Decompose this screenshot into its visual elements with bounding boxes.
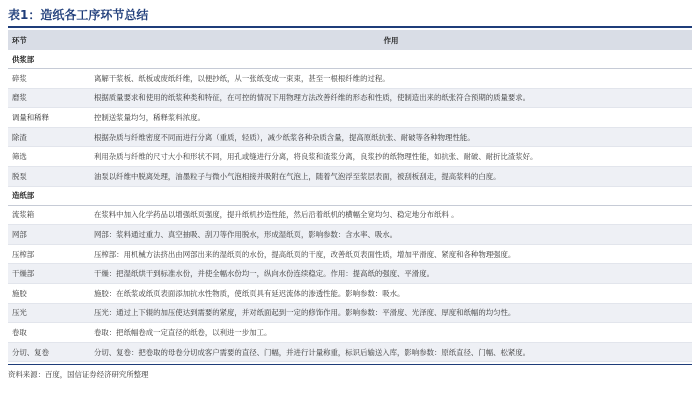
- table-row: [8, 244, 692, 264]
- use-cell: 离解干浆板、纸板或废纸纤维，以便抄纸，从一张纸变成一束束，甚至一根根纤维的过程。: [90, 69, 692, 89]
- table-row: [8, 127, 692, 147]
- section-row: [8, 186, 692, 205]
- stage-cell: 除渣: [8, 127, 90, 147]
- stage-cell: 调量和稀释: [8, 108, 90, 128]
- table-row: [8, 166, 692, 186]
- table-row: [8, 225, 692, 245]
- table-row: [8, 303, 692, 323]
- header-use: 作用: [90, 30, 692, 50]
- section-title: 造纸部: [8, 186, 692, 205]
- stage-cell: 干燥部: [8, 264, 90, 284]
- table-row: [8, 283, 692, 303]
- table-row: [8, 323, 692, 343]
- table-row: [8, 88, 692, 108]
- stage-cell: 脱泵: [8, 166, 90, 186]
- use-cell: 在浆料中加入化学药品以增强纸页强度，提升纸机抄造性能，然后沿着纸机的横幅全宽均匀、稳定地分布纸料 。: [90, 205, 692, 225]
- use-cell: 油泵以纤维中脱离处理，油墨粒子与微小气泡相接并吸附在气泡上，随着气泡浮至浆层表面，被刮板刮走，提高浆料的白度。: [90, 166, 692, 186]
- use-cell: 根据杂质与纤维密度不同而进行分离（重质，轻质），减少纸浆各种杂质含量，提高原纸抗张、耐破等各种物理性能。: [90, 127, 692, 147]
- table-row: [8, 147, 692, 167]
- table-header-row: [8, 30, 692, 50]
- use-cell: 卷取：把纸幅卷成一定直径的纸卷，以利进一步加工。: [90, 323, 692, 343]
- stage-cell: 施胶: [8, 283, 90, 303]
- use-cell: 干燥：把湿纸烘干到标准水份，并使全幅水份均一，纵向水份连续稳定。作用：提高纸的强度、平滑度。: [90, 264, 692, 284]
- section-row: [8, 50, 692, 69]
- use-cell: 施胶：在纸浆或纸页表面添加抗水性物质，使纸页具有延迟流体的渗透性能。影响参数：吸水。: [90, 283, 692, 303]
- table-row: [8, 205, 692, 225]
- stage-cell: 筛选: [8, 147, 90, 167]
- stage-cell: 压榨部: [8, 244, 90, 264]
- use-cell: 分切、复卷：把卷取的母卷分切成客户需要的直径、门幅，并进行计量称重，标识后输送入库，影响参数：原纸直径、门幅、松紧度。: [90, 342, 692, 362]
- stage-cell: 网部: [8, 225, 90, 245]
- header-stage: 环节: [8, 30, 90, 50]
- table-title: 表1：造纸各工序环节总结: [8, 4, 692, 28]
- use-cell: 网部：浆料通过重力、真空抽吸、刮刀等作用脱水，形成湿纸页，影响参数：含水率、吸水。: [90, 225, 692, 245]
- table-row: [8, 342, 692, 362]
- use-cell: 压榨部：用机械方法挤出由网部出来的湿纸页的水份，提高纸页的干度，改善纸页表面性质，增加平滑度、紧度和各种物理强度。: [90, 244, 692, 264]
- stage-cell: 压光: [8, 303, 90, 323]
- use-cell: 利用杂质与纤维的尺寸大小和形状不同，用孔或缝进行分离，将良浆和渣浆分离，良浆抄的纸物理性能，如抗张、耐破、耐折比渣浆好。: [90, 147, 692, 167]
- stage-cell: 碎浆: [8, 69, 90, 89]
- stage-cell: 卷取: [8, 323, 90, 343]
- use-cell: 控制送浆量均匀，稀释浆料浓度。: [90, 108, 692, 128]
- stage-cell: 分切、复卷: [8, 342, 90, 362]
- table-row: [8, 69, 692, 89]
- use-cell: 压光：通过上下辊的加压使达到需要的紧度，并对纸面起到一定的修饰作用。影响参数：平滑度、光泽度、厚度和纸幅的均匀性。: [90, 303, 692, 323]
- table-row: [8, 264, 692, 284]
- stage-cell: 磨浆: [8, 88, 90, 108]
- use-cell: 根据质量要求和使用的纸浆种类和特征，在可控的情况下用物理方法改善纤维的形态和性质，使制造出来的纸张符合预期的质量要求。: [90, 88, 692, 108]
- table-body: [8, 50, 692, 362]
- table-row: [8, 108, 692, 128]
- source-note: 资料来源：百度，国信证券经济研究所整理: [8, 364, 692, 380]
- process-table: [8, 30, 692, 362]
- section-title: 供浆部: [8, 50, 692, 69]
- stage-cell: 流浆箱: [8, 205, 90, 225]
